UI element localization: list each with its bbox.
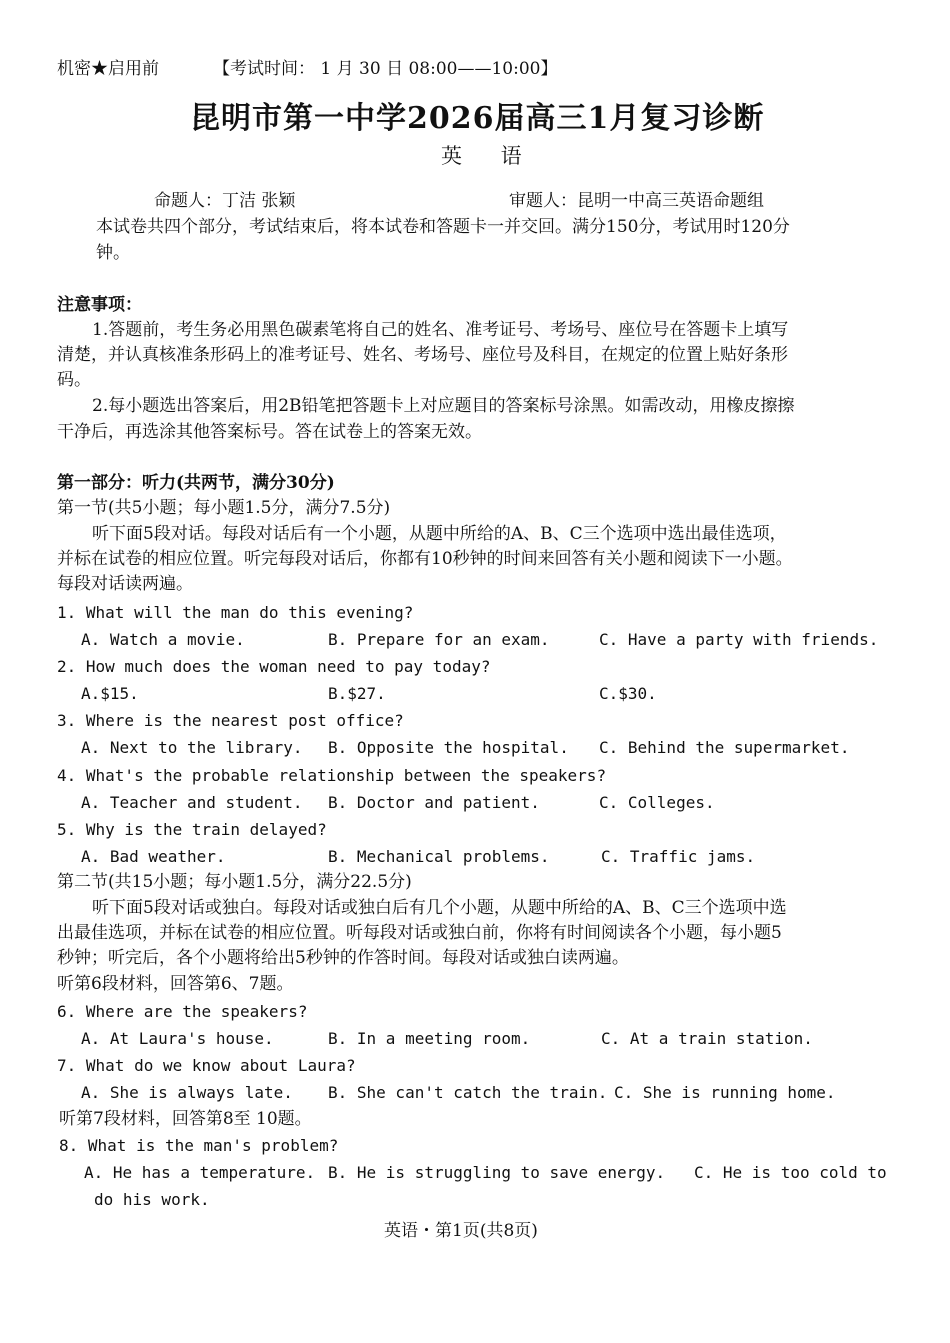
q7-option-b: B. She can't catch the train. bbox=[328, 1083, 608, 1102]
notice-heading: 注意事项： bbox=[57, 295, 142, 315]
section2-instructions: 听下面5段对话或独白。每段对话或独白后有几个小题，从题中所给的A、B、C三个选项中选 bbox=[92, 898, 787, 918]
subject-name: 英 语 bbox=[441, 144, 538, 168]
question-6: 6. Where are the speakers? bbox=[57, 1002, 308, 1021]
q1-option-a: A. Watch a movie. bbox=[81, 630, 245, 649]
q5-option-c: C. Traffic jams. bbox=[601, 847, 756, 866]
part1-heading: 第一部分：听力(共两节，满分30分) bbox=[57, 473, 335, 493]
q2-option-c: C.$30. bbox=[599, 684, 657, 703]
q3-option-c: C. Behind the supermarket. bbox=[599, 738, 850, 757]
notice-item-1-end: 码。 bbox=[57, 370, 91, 390]
q1-option-c: C. Have a party with friends. bbox=[599, 630, 879, 649]
q2-option-a: A.$15. bbox=[81, 684, 139, 703]
q7-option-c: C. She is running home. bbox=[614, 1083, 836, 1102]
text6-heading: 听第6段材料，回答第6、7题。 bbox=[57, 974, 294, 994]
notice-item-1-cont: 清楚，并认真核准条形码上的准考证号、姓名、考场号、座位号及科目，在规定的位置上贴好条形 bbox=[57, 345, 788, 365]
notice-item-2: 2.每小题选出答案后，用2B铅笔把答题卡上对应题目的答案标号涂黑。如需改动，用橡皮擦擦 bbox=[92, 396, 795, 416]
reviewers: 审题人：昆明一中高三英语命题组 bbox=[509, 191, 764, 211]
setters: 命题人：丁洁 张颖 bbox=[154, 191, 296, 211]
q8-option-c-cont: do his work. bbox=[94, 1190, 210, 1209]
question-3: 3. Where is the nearest post office? bbox=[57, 711, 404, 730]
q8-option-b: B. He is struggling to save energy. bbox=[328, 1163, 666, 1182]
q6-option-b: B. In a meeting room. bbox=[328, 1029, 531, 1048]
notice-item-2-cont: 干净后，再选涂其他答案标号。答在试卷上的答案无效。 bbox=[57, 422, 482, 442]
notice-item-1: 1.答题前，考生务必用黑色碳素笔将自己的姓名、准考证号、考场号、座位号在答题卡上填写 bbox=[92, 320, 789, 340]
exam-time: 【考试时间： 1 月 30 日 08:00——10:00】 bbox=[213, 59, 558, 79]
q2-option-b: B.$27. bbox=[328, 684, 386, 703]
q5-option-b: B. Mechanical problems. bbox=[328, 847, 550, 866]
q4-option-b: B. Doctor and patient. bbox=[328, 793, 540, 812]
exam-title: 昆明市第一中学2026届高三1月复习诊断 bbox=[190, 101, 765, 136]
question-4: 4. What's the probable relationship between the speakers? bbox=[57, 766, 607, 785]
section2-instructions-cont: 出最佳选项，并标在试卷的相应位置。听每段对话或独白前，你将有时间阅读各个小题，每小题5 bbox=[57, 923, 782, 943]
q1-option-b: B. Prepare for an exam. bbox=[328, 630, 550, 649]
section1-instructions: 听下面5段对话。每段对话后有一个小题，从题中所给的A、B、C三个选项中选出最佳选项， bbox=[92, 524, 787, 544]
question-2: 2. How much does the woman need to pay today? bbox=[57, 657, 491, 676]
question-1: 1. What will the man do this evening? bbox=[57, 603, 414, 622]
q8-option-a: A. He has a temperature. bbox=[84, 1163, 316, 1182]
q8-option-c: C. He is too cold to bbox=[694, 1163, 887, 1182]
question-8: 8. What is the man's problem? bbox=[59, 1136, 339, 1155]
question-7: 7. What do we know about Laura? bbox=[57, 1056, 356, 1075]
q7-option-a: A. She is always late. bbox=[81, 1083, 293, 1102]
intro-line-1: 本试卷共四个部分，考试结束后，将本试卷和答题卡一并交回。满分150分，考试用时120分 bbox=[96, 217, 790, 237]
q6-option-c: C. At a train station. bbox=[601, 1029, 813, 1048]
section2-heading: 第二节(共15小题；每小题1.5分，满分22.5分) bbox=[57, 872, 412, 892]
section1-instructions-end: 每段对话读两遍。 bbox=[57, 574, 193, 594]
section2-instructions-end: 秒钟；听完后，各个小题将给出5秒钟的作答时间。每段对话或独白读两遍。 bbox=[57, 948, 629, 968]
confidential-label: 机密★启用前 bbox=[57, 59, 159, 79]
text7-heading: 听第7段材料，回答第8至 10题。 bbox=[59, 1109, 312, 1129]
q3-option-b: B. Opposite the hospital. bbox=[328, 738, 569, 757]
question-5: 5. Why is the train delayed? bbox=[57, 820, 327, 839]
page-footer: 英语・第1页(共8页) bbox=[384, 1221, 538, 1241]
section1-heading: 第一节(共5小题；每小题1.5分，满分7.5分) bbox=[57, 498, 391, 518]
q3-option-a: A. Next to the library. bbox=[81, 738, 303, 757]
q4-option-c: C. Colleges. bbox=[599, 793, 715, 812]
intro-line-2: 钟。 bbox=[96, 243, 130, 263]
q5-option-a: A. Bad weather. bbox=[81, 847, 226, 866]
q6-option-a: A. At Laura's house. bbox=[81, 1029, 274, 1048]
section1-instructions-cont: 并标在试卷的相应位置。听完每段对话后，你都有10秒钟的时间来回答有关小题和阅读下一小题。 bbox=[57, 549, 793, 569]
q4-option-a: A. Teacher and student. bbox=[81, 793, 303, 812]
